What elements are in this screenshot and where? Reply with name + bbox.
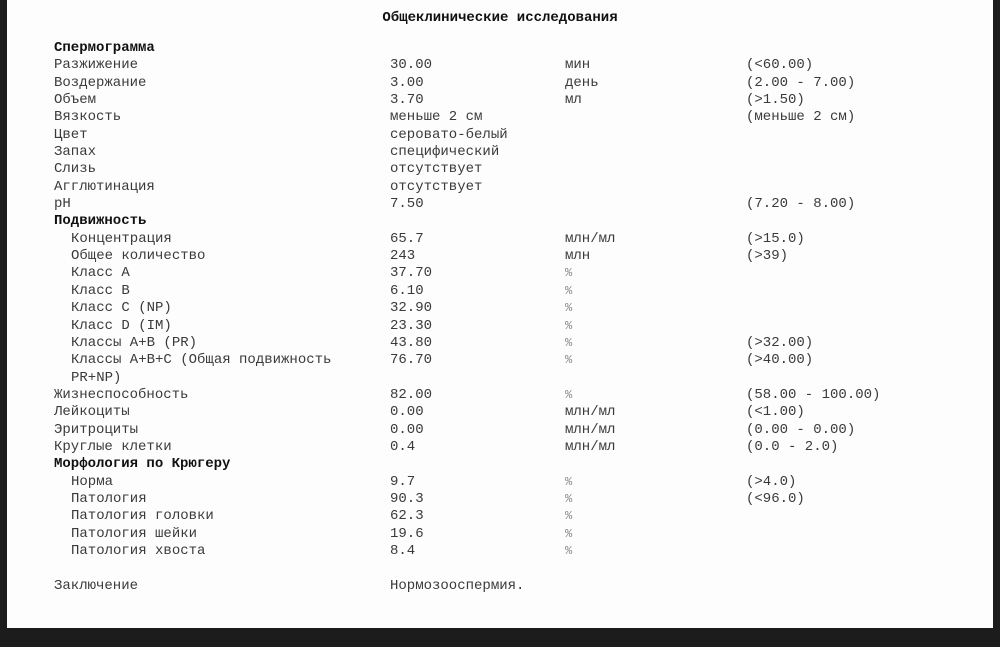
row-label: Класс D (IM) <box>71 317 172 334</box>
row-value: 23.30 <box>390 317 433 334</box>
table-row <box>54 57 814 74</box>
row-unit: % <box>565 283 573 298</box>
row-value: 3.00 <box>390 74 424 91</box>
row-value: 0.00 <box>390 404 424 421</box>
table-row <box>54 230 805 248</box>
row-value: 82.00 <box>390 386 433 403</box>
table-row <box>54 74 856 92</box>
row-reference: (<1.00) <box>746 404 805 421</box>
table-row <box>54 421 856 439</box>
row-unit: % <box>565 491 573 506</box>
row-label: Классы A+B (PR) <box>71 334 198 351</box>
row-unit: % <box>565 387 573 402</box>
table-row <box>54 300 573 317</box>
row-reference: (2.00 - 7.00) <box>746 74 856 91</box>
row-value: 8.4 <box>390 542 416 559</box>
row-value: 90.3 <box>390 490 424 507</box>
row-unit: % <box>565 266 573 281</box>
row-label: Патология головки <box>71 508 214 525</box>
row-label: Агглютинация <box>54 178 155 195</box>
table-row <box>54 282 573 300</box>
row-label: Классы A+B+C (Общая подвижность <box>71 352 332 369</box>
row-unit: % <box>565 526 573 541</box>
row-label: Круглые клетки <box>54 438 172 455</box>
row-label: Норма <box>71 473 114 490</box>
row-label: Класс C (NP) <box>71 300 172 317</box>
row-label: Объем <box>54 92 97 109</box>
table-row <box>54 317 573 335</box>
row-value: 43.80 <box>390 334 433 351</box>
table-row <box>54 438 839 456</box>
row-unit: день <box>565 74 599 91</box>
section-header-kruger-morphology: Морфология по Крюгеру <box>54 456 231 473</box>
row-reference: (<96.0) <box>746 490 805 507</box>
row-label: Класс A <box>71 265 130 282</box>
row-value: 0.00 <box>390 421 424 438</box>
row-unit: % <box>565 353 573 368</box>
table-row <box>54 109 856 126</box>
row-reference: (<60.00) <box>746 57 814 74</box>
row-value: 9.7 <box>390 473 416 490</box>
row-value: 37.70 <box>390 265 433 282</box>
conclusion-value: Нормозооспермия. <box>390 577 525 594</box>
table-row <box>54 473 797 491</box>
row-unit: % <box>565 335 573 350</box>
row-unit: млн/мл <box>565 438 616 455</box>
row-reference: (>1.50) <box>746 92 805 109</box>
row-label: Эритроциты <box>54 421 139 438</box>
row-label: pH <box>54 196 71 213</box>
row-label: Патология хвоста <box>71 542 206 559</box>
conclusion-label: Заключение <box>54 577 139 594</box>
table-row <box>54 248 789 265</box>
row-label: Концентрация <box>71 230 172 247</box>
table-row <box>54 144 500 161</box>
row-unit: % <box>565 474 573 489</box>
row-reference: (>40.00) <box>746 352 814 369</box>
report-title: Общеклинические исследования <box>382 10 618 26</box>
row-label: Лейкоциты <box>54 404 130 421</box>
row-label: Класс B <box>71 282 130 299</box>
row-label: Общее количество <box>71 248 206 265</box>
spacer <box>54 560 104 577</box>
row-reference: (>39) <box>746 248 789 265</box>
table-row <box>54 542 573 560</box>
row-value: 3.70 <box>390 92 424 109</box>
row-value: 76.70 <box>390 352 433 369</box>
row-label: Разжижение <box>54 57 139 74</box>
row-value: 243 <box>390 248 416 265</box>
row-value: 7.50 <box>390 196 424 213</box>
table-row <box>54 352 814 369</box>
row-reference: (>4.0) <box>746 473 797 490</box>
row-unit: % <box>565 543 573 558</box>
table-row <box>54 404 805 421</box>
row-value: специфический <box>390 144 500 161</box>
row-label: Вязкость <box>54 109 122 126</box>
row-value: 0.4 <box>390 438 416 455</box>
table-row <box>54 490 805 508</box>
row-reference: (7.20 - 8.00) <box>746 196 856 213</box>
report-page <box>7 0 993 628</box>
row-unit: млн/мл <box>565 421 616 438</box>
row-unit: % <box>565 318 573 333</box>
row-value: отсутствует <box>390 161 483 178</box>
table-row <box>54 525 573 543</box>
row-unit: млн/мл <box>565 230 616 247</box>
table-row <box>54 334 814 352</box>
row-value: 62.3 <box>390 508 424 525</box>
results-table <box>54 40 881 595</box>
row-reference: (58.00 - 100.00) <box>746 386 881 403</box>
row-reference: (меньше 2 см) <box>746 109 856 126</box>
row-label: Жизнеспособность <box>54 386 189 403</box>
row-reference: (0.0 - 2.0) <box>746 438 839 455</box>
row-reference: (>32.00) <box>746 334 814 351</box>
row-reference: (>15.0) <box>746 230 805 247</box>
row-unit: % <box>565 301 573 316</box>
conclusion-row <box>54 577 525 595</box>
row-unit: мин <box>565 57 591 74</box>
table-row <box>54 161 483 178</box>
row-value: 6.10 <box>390 282 424 299</box>
table-row <box>54 196 856 213</box>
row-label: Патология шейки <box>71 525 198 542</box>
row-unit: млн <box>565 248 591 265</box>
row-reference: (0.00 - 0.00) <box>746 421 856 438</box>
row-label: Патология <box>71 490 147 507</box>
section-header-spermogram: Спермограмма <box>54 40 155 56</box>
row-value: меньше 2 см <box>390 109 483 126</box>
row-label-continuation: PR+NP) <box>71 369 122 386</box>
table-row <box>54 386 881 404</box>
table-row <box>54 92 805 109</box>
row-value: 19.6 <box>390 525 424 542</box>
row-unit: млн/мл <box>565 404 616 421</box>
row-value: серовато-белый <box>390 126 508 143</box>
table-row-continuation <box>54 369 122 387</box>
row-value: 65.7 <box>390 230 424 247</box>
row-unit: мл <box>565 92 582 109</box>
row-label: Слизь <box>54 161 97 178</box>
row-label: Цвет <box>54 126 88 143</box>
row-value: отсутствует <box>390 178 483 195</box>
row-value: 30.00 <box>390 57 433 74</box>
table-row <box>54 265 573 282</box>
row-label: Запах <box>54 144 97 161</box>
table-row <box>54 508 573 525</box>
section-header-motility: Подвижность <box>54 213 147 230</box>
table-row <box>54 126 508 144</box>
row-label: Воздержание <box>54 74 147 91</box>
row-unit: % <box>565 509 573 524</box>
table-row <box>54 178 483 196</box>
row-value: 32.90 <box>390 300 433 317</box>
